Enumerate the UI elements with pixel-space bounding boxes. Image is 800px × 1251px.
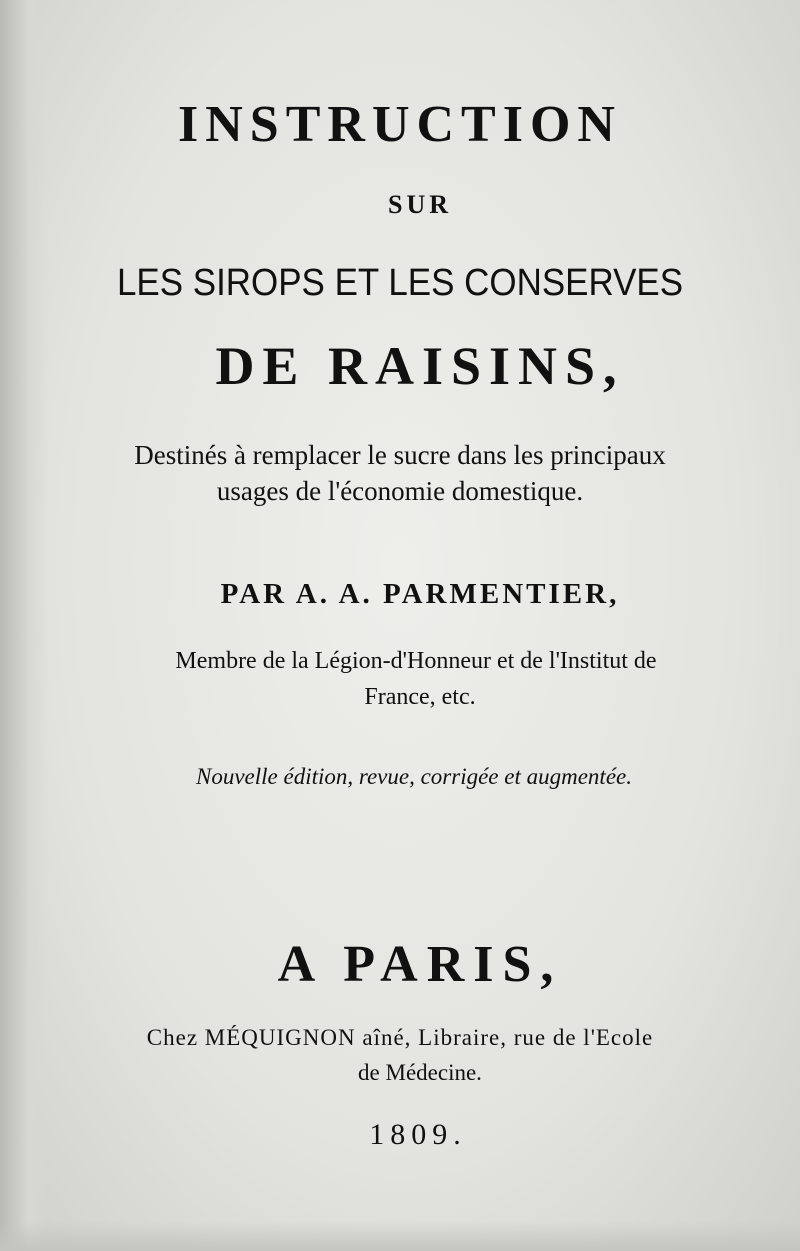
book-subject: DE RAISINS,	[215, 336, 625, 396]
book-title: INSTRUCTION	[178, 96, 622, 153]
affiliation-line-1: Membre de la Légion-d'Honneur et de l'Institut de	[175, 648, 657, 674]
book-subtitle: LES SIROPS ET LES CONSERVES	[116, 262, 684, 304]
description-line-1: Destinés à remplacer le sucre dans les principaux	[134, 440, 666, 470]
publisher-line-2: de Médecine.	[358, 1060, 482, 1085]
affiliation-line-2: France, etc.	[364, 684, 476, 710]
description-line-2: usages de l'économie domestique.	[216, 476, 584, 506]
title-preposition: SUR	[387, 190, 452, 219]
imprint-city: A PARIS,	[277, 936, 563, 993]
publication-year: 1809.	[369, 1118, 467, 1151]
publisher-line-1: Chez MÉQUIGNON aîné, Libraire, rue de l'Ecole	[146, 1025, 654, 1050]
edition-note: Nouvelle édition, revue, corrigée et augmentée.	[196, 764, 632, 789]
author-line: PAR A. A. PARMENTIER,	[220, 578, 620, 610]
